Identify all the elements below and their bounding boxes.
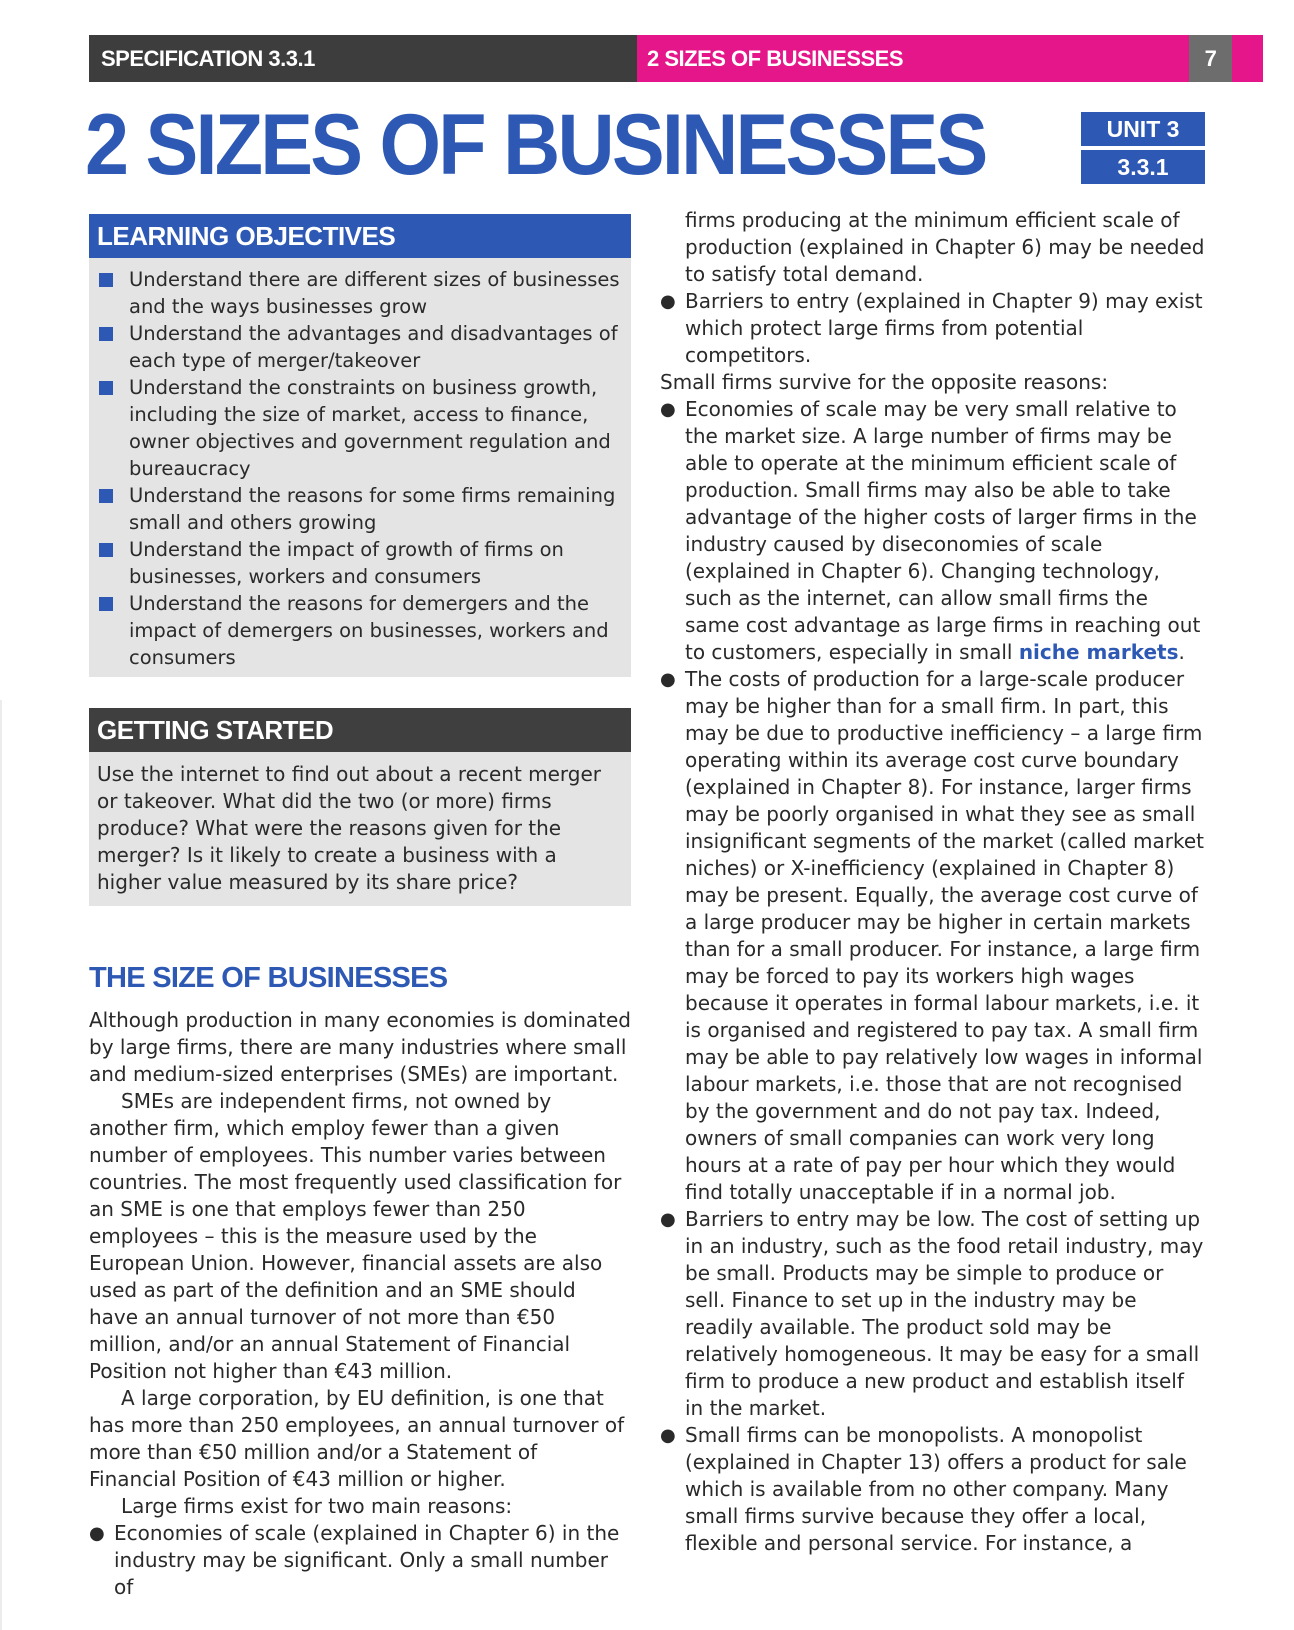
list-item-text-end: . <box>1178 640 1185 664</box>
list-item-text-part: Economies of scale may be very small relative to the market size. A large number of firms may be able to operate at the minimum efficient scale of production. Small firms may also be able to take advantage of the higher costs of larger firms in the industry caused by diseconomies of scale (explained in Chapter 6). Changing technology, such as the internet, can allow small firms the same cost advantage as large firms in reaching out to customers, especially in small <box>685 397 1201 664</box>
continuation-text: firms producing at the minimum efficient scale of production (explained in Chapter 6) may be needed to satisfy total demand. <box>685 208 1205 286</box>
list-item-text: Economies of scale (explained in Chapter 6) in the industry may be significant. Only a small number of <box>114 1521 620 1599</box>
spec-label: SPECIFICATION 3.3.1 <box>101 46 315 71</box>
objective-item <box>99 590 621 671</box>
list-item <box>660 1206 1208 1422</box>
square-bullet-icon <box>99 597 113 611</box>
objective-item <box>99 266 621 320</box>
objective-text: Understand the impact of growth of firms on businesses, workers and consumers <box>129 538 564 588</box>
square-bullet-icon <box>99 273 113 287</box>
objective-text: Understand there are different sizes of businesses and the ways businesses grow <box>129 268 620 318</box>
objective-text: Understand the constraints on business growth, including the size of market, access to finance, owner objectives and government regulation and bureaucracy <box>129 376 611 480</box>
body-paragraph: Small firms survive for the opposite reasons: <box>660 370 1109 394</box>
round-bullet-icon: ● <box>660 669 676 690</box>
objective-item <box>99 482 621 536</box>
square-bullet-icon <box>99 543 113 557</box>
round-bullet-icon: ● <box>660 399 676 420</box>
chapter-label: 2 SIZES OF BUSINESSES <box>647 46 904 71</box>
page-number: 7 <box>1204 46 1217 71</box>
square-bullet-icon <box>99 489 113 503</box>
list-item-text: The costs of production for a large-scale producer may be higher than for a small firm. In part, this may be due to productive inefficiency – a large firm operating within its average cost curve boundary (explained in Chapter 8). For instance, larger firms may be poorly organised in what they see as small insignificant segments of the market (called market niches) or X-inefficiency (explained in Chapter 8) may be present. Equally, the average cost curve of a large producer may be higher in certain markets than for a small producer. For instance, a large firm may be forced to pay its workers high wages because it operates in formal labour markets, i.e. it is organised and registered to pay tax. A small firm may be able to pay relatively low wages in informal labour markets, i.e. those that are not recognised by the government and do not pay tax. Indeed, owners of small companies can work very long hours at a rate of pay per hour which they would find totally unacceptable if in a normal job. <box>685 667 1205 1204</box>
spec-tab <box>89 35 637 82</box>
right-column <box>660 207 1208 1557</box>
list-item <box>660 666 1208 1206</box>
body-paragraph: Large firms exist for two main reasons: <box>121 1494 513 1518</box>
objective-item <box>99 536 621 590</box>
round-bullet-icon: ● <box>660 291 676 312</box>
page-edge-line <box>0 700 2 1630</box>
round-bullet-icon: ● <box>660 1209 676 1230</box>
list-item-text: Small firms can be monopolists. A monopolist (explained in Chapter 13) offers a product for sale which is available from no other company. Many small firms survive because they offer a local, flexible and personal service. For instance, a <box>685 1423 1187 1555</box>
body-paragraph: Although production in many economies is dominated by large firms, there are many industries where small and medium-sized enterprises (SMEs) are important. <box>89 1008 631 1086</box>
section-heading: THE SIZE OF BUSINESSES <box>89 962 448 994</box>
list-item-text <box>685 396 1208 666</box>
header-end-accent <box>1232 35 1263 82</box>
list-item <box>660 288 1208 369</box>
body-paragraph: SMEs are independent firms, not owned by another firm, which employ fewer than a given number of employees. This number varies between countries. The most frequently used classification for an SME is one that employs fewer than 250 employees – this is the measure used by the European Union. However, financial assets are also used as part of the definition and an SME should have an annual turnover of not more than €50 million, and/or an annual Statement of Financial Position not higher than €43 million. <box>89 1089 622 1383</box>
body-paragraph: A large corporation, by EU definition, is one that has more than 250 employees, an annual turnover of more than €50 million and/or a Statement of Financial Position of €43 million or higher. <box>89 1386 625 1491</box>
square-bullet-icon <box>99 381 113 395</box>
round-bullet-icon: ● <box>660 1425 676 1446</box>
objective-item <box>99 320 621 374</box>
objective-text: Understand the advantages and disadvantages of each type of merger/takeover <box>129 322 618 372</box>
round-bullet-icon: ● <box>89 1523 105 1544</box>
page-number-tab <box>1189 35 1232 82</box>
learning-objectives-heading: LEARNING OBJECTIVES <box>89 214 631 258</box>
objective-text: Understand the reasons for demergers and the impact of demergers on businesses, workers and consumers <box>129 592 609 669</box>
running-header <box>89 35 1263 82</box>
objective-text: Understand the reasons for some firms remaining small and others growing <box>129 484 616 534</box>
left-column <box>89 214 631 1601</box>
learning-objectives-list <box>89 258 631 677</box>
learning-objectives-box <box>89 214 631 677</box>
unit-code: 3.3.1 <box>1081 150 1205 184</box>
unit-label: UNIT 3 <box>1081 112 1205 146</box>
getting-started-text: Use the internet to find out about a recent merger or takeover. What did the two (or more) firms produce? What were the reasons given for the merger? Is it likely to create a business with a higher value measured by its share price? <box>89 752 631 906</box>
chapter-tab <box>637 35 1189 82</box>
list-item-text: Barriers to entry (explained in Chapter 9) may exist which protect large firms from potential competitors. <box>685 289 1203 367</box>
getting-started-box <box>89 708 631 906</box>
objective-item <box>99 374 621 482</box>
list-item <box>89 1520 631 1601</box>
getting-started-heading: GETTING STARTED <box>89 708 631 752</box>
unit-badge <box>1081 112 1205 184</box>
list-item <box>660 396 1208 666</box>
list-item-text: Barriers to entry may be low. The cost of setting up in an industry, such as the food retail industry, may be small. Products may be simple to produce or sell. Finance to set up in the industry may be readily available. The product sold may be relatively homogeneous. It may be easy for a small firm to produce a new product and establish itself in the market. <box>685 1207 1204 1420</box>
square-bullet-icon <box>99 327 113 341</box>
page-title: 2 SIZES OF BUSINESSES <box>85 97 986 193</box>
key-term: niche markets <box>1018 640 1179 664</box>
list-item <box>660 1422 1208 1557</box>
